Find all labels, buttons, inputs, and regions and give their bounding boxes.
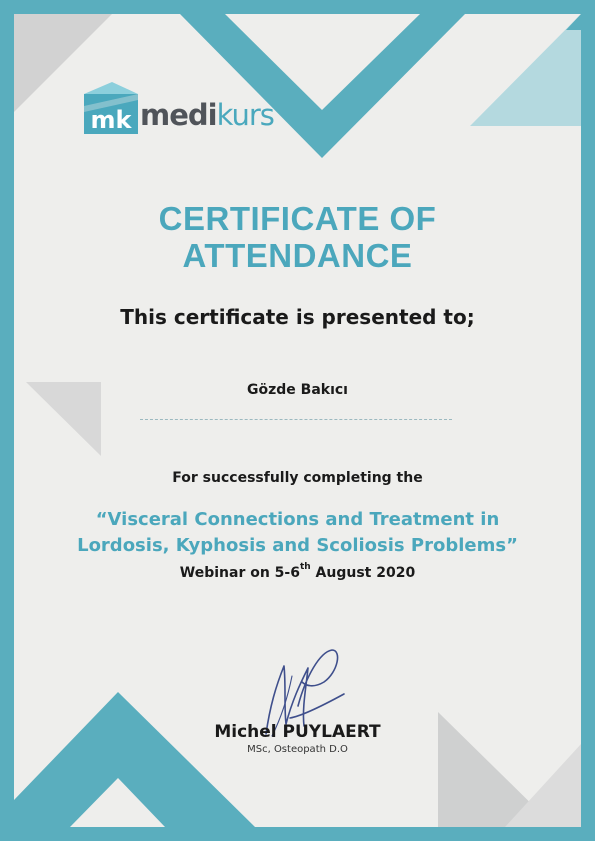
svg-text:mk: mk <box>90 106 132 134</box>
course-title <box>30 507 565 559</box>
presented-to-text: This certificate is presented to; <box>120 305 475 329</box>
logo-wordmark <box>140 100 274 130</box>
logo-wordmark-part1: medi <box>140 98 217 132</box>
logo-mark-icon <box>84 82 138 134</box>
certificate-title-line2: ATTENDANCE <box>182 237 413 274</box>
name-underline <box>140 419 452 420</box>
certificate-title-line1: CERTIFICATE OF <box>158 200 437 237</box>
completing-text: For successfully completing the <box>172 470 423 486</box>
webinar-prefix: Webinar on 5-6 <box>179 565 300 581</box>
course-title-line1: “Visceral Connections and Treatment in <box>95 509 500 530</box>
course-title-line2: Lordosis, Kyphosis and Scoliosis Problems” <box>77 535 518 556</box>
medikurs-logo <box>84 82 294 138</box>
top-right-triangle-light <box>470 14 581 126</box>
bottom-right-triangle-light <box>505 744 581 827</box>
webinar-suffix: August 2020 <box>310 565 416 581</box>
webinar-ordinal: th <box>299 562 311 572</box>
signatory-title: MSc, Osteopath D.O <box>247 744 348 755</box>
webinar-date <box>0 562 595 581</box>
recipient-name: Gözde Bakıcı <box>247 382 348 398</box>
logo-wordmark-part2: kurs <box>216 98 274 132</box>
signatory-name: Michel PUYLAERT <box>214 722 381 742</box>
